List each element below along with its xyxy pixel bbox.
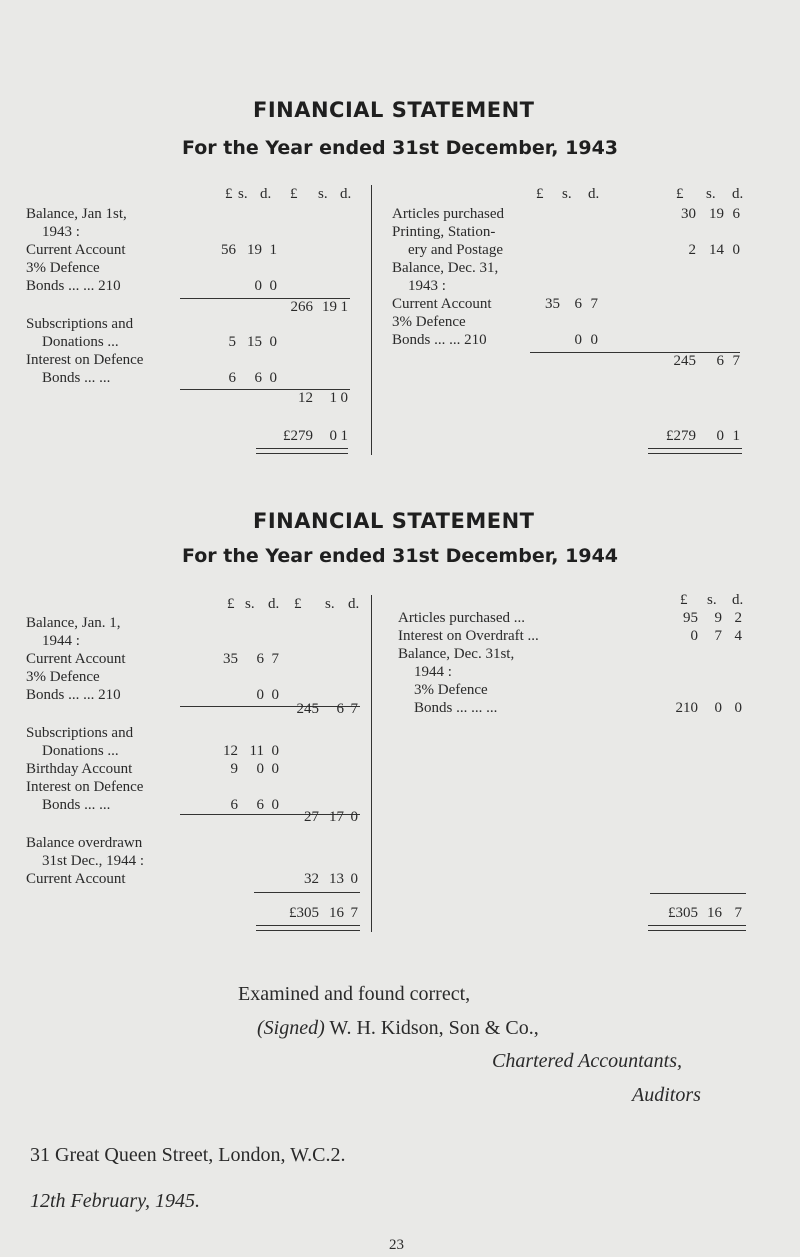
line-year: 1943 : — [408, 278, 446, 294]
header-pounds: £ — [536, 186, 544, 202]
value-pence: 0 — [271, 797, 279, 813]
value-pounds: 56 — [221, 242, 236, 258]
total-shillings: 0 — [329, 428, 337, 444]
total-double-rule — [648, 925, 746, 931]
header-shillings: s. — [707, 592, 717, 608]
title-1943: FINANCIAL STATEMENT — [253, 98, 535, 122]
header-shillings: s. — [245, 596, 255, 612]
value-pounds: 12 — [298, 390, 313, 406]
value-pence: 4 — [734, 628, 742, 644]
auditor-role: Chartered Accountants, — [492, 1050, 682, 1072]
value-pounds: 6 — [230, 797, 238, 813]
total-pence: 1 — [732, 428, 740, 444]
value-shillings: 6 — [254, 370, 262, 386]
value-pence: 7 — [590, 296, 598, 312]
total-pounds: £279 — [283, 428, 313, 444]
header-pounds: £ — [680, 592, 688, 608]
line-overdrawn: Balance overdrawn — [26, 835, 143, 851]
line-defence: 3% Defence — [392, 314, 466, 330]
value-pence: 0 — [271, 743, 279, 759]
value-pounds: 35 — [223, 651, 238, 667]
line-bonds: Bonds ... ... 210 — [26, 278, 121, 294]
value-pence: 7 — [350, 701, 358, 717]
line-subscriptions: Subscriptions and — [26, 725, 134, 741]
value-pounds: 2 — [688, 242, 696, 258]
line-interest: Interest on Defence — [26, 352, 144, 368]
line-defence: 3% Defence — [26, 669, 100, 685]
value-pounds: 32 — [304, 871, 319, 887]
line-postage: ery and Postage — [408, 242, 503, 258]
value-pence: 6 — [732, 206, 740, 222]
header-pence: d. — [268, 596, 280, 612]
value-pence: 1 — [269, 242, 277, 258]
header-shillings: s. — [318, 186, 328, 202]
signed-label: (Signed) — [257, 1017, 325, 1039]
header-pounds: £ — [227, 596, 235, 612]
line-current-account: Current Account — [26, 242, 126, 258]
value-pence: 0 — [269, 334, 277, 350]
value-pounds: 0 — [690, 628, 698, 644]
value-shillings: 11 — [249, 743, 264, 759]
value-shillings: 0 — [256, 761, 264, 777]
title-1944: FINANCIAL STATEMENT — [253, 509, 535, 533]
header-pence: d. — [340, 186, 352, 202]
header-shillings: s. — [325, 596, 335, 612]
total-rule — [254, 892, 360, 893]
total-rule — [650, 893, 746, 894]
value-shillings: 17 — [329, 809, 344, 825]
value-pence: 0 — [271, 687, 279, 703]
value-pence: 0 — [590, 332, 598, 348]
line-bonds: Bonds ... ... — [42, 370, 111, 386]
line-year: 1943 : — [42, 224, 80, 240]
line-current-account: Current Account — [26, 651, 126, 667]
value-pounds: 266 — [290, 299, 313, 315]
header-pence: d. — [260, 186, 272, 202]
total-pounds: £279 — [666, 428, 696, 444]
value-pounds: 210 — [675, 700, 698, 716]
page-number: 23 — [389, 1237, 404, 1253]
header-pounds: £ — [676, 186, 684, 202]
line-bonds: Bonds ... ... 210 — [26, 687, 121, 703]
line-donations: Donations ... — [42, 743, 119, 759]
value-pounds: 9 — [230, 761, 238, 777]
value-shillings: 14 — [709, 242, 724, 258]
total-shillings: 0 — [716, 428, 724, 444]
value-shillings: 0 — [254, 278, 262, 294]
line-bonds: Bonds ... ... ... — [414, 700, 498, 716]
header-shillings: s. — [238, 186, 248, 202]
header-shillings: s. — [706, 186, 716, 202]
total-pence: 1 — [340, 428, 348, 444]
value-pence: 0 — [350, 871, 358, 887]
value-pounds: 5 — [228, 334, 236, 350]
line-current-account: Current Account — [26, 871, 126, 887]
value-pounds: 35 — [545, 296, 560, 312]
value-shillings: 19 — [709, 206, 724, 222]
value-shillings: 1 — [329, 390, 337, 406]
value-pounds: 245 — [673, 353, 696, 369]
value-pounds: 245 — [296, 701, 319, 717]
value-shillings: 15 — [247, 334, 262, 350]
line-overdrawn-date: 31st Dec., 1944 : — [42, 853, 145, 869]
line-balance: Balance, Jan. 1, — [26, 615, 121, 631]
line-subscriptions: Subscriptions and — [26, 316, 134, 332]
total-shillings: 16 — [707, 905, 722, 921]
value-pence: 2 — [734, 610, 742, 626]
value-pence: 0 — [340, 390, 348, 406]
value-shillings: 7 — [714, 628, 722, 644]
line-year: 1944 : — [414, 664, 452, 680]
audit-examined: Examined and found correct, — [238, 983, 471, 1005]
subtitle-1943: For the Year ended 31st December, 1943 — [182, 137, 619, 159]
total-double-rule — [256, 448, 348, 454]
value-shillings: 6 — [336, 701, 344, 717]
value-shillings: 0 — [256, 687, 264, 703]
value-pence: 0 — [734, 700, 742, 716]
line-current-account: Current Account — [392, 296, 492, 312]
header-pence: d. — [732, 186, 744, 202]
value-pounds: 30 — [681, 206, 696, 222]
value-shillings: 9 — [714, 610, 722, 626]
total-pence: 7 — [350, 905, 358, 921]
line-donations: Donations ... — [42, 334, 119, 350]
auditor-firm: W. H. Kidson, Son & Co., — [329, 1017, 539, 1039]
header-pence: d. — [732, 592, 744, 608]
line-balance: Balance, Jan 1st, — [26, 206, 127, 222]
audit-signature — [257, 1017, 539, 1040]
line-articles: Articles purchased — [392, 206, 505, 222]
value-shillings: 19 — [247, 242, 262, 258]
line-interest-overdraft: Interest on Overdraft ... — [398, 628, 539, 644]
column-divider — [371, 185, 372, 455]
line-defence: 3% Defence — [26, 260, 100, 276]
value-pence: 0 — [269, 370, 277, 386]
value-shillings: 0 — [574, 332, 582, 348]
value-shillings: 0 — [714, 700, 722, 716]
value-shillings: 6 — [256, 797, 264, 813]
value-shillings: 19 — [322, 299, 337, 315]
audit-date: 12th February, 1945. — [30, 1190, 200, 1212]
value-shillings: 6 — [256, 651, 264, 667]
value-pence: 0 — [271, 761, 279, 777]
total-double-rule — [256, 925, 360, 931]
value-pounds: 12 — [223, 743, 238, 759]
line-balance: Balance, Dec. 31, — [392, 260, 499, 276]
value-pence: 1 — [340, 299, 348, 315]
subtitle-1944: For the Year ended 31st December, 1944 — [182, 545, 619, 567]
auditor-address: 31 Great Queen Street, London, W.C.2. — [30, 1144, 346, 1166]
line-defence: 3% Defence — [414, 682, 488, 698]
line-birthday: Birthday Account — [26, 761, 133, 777]
value-pounds: 27 — [304, 809, 319, 825]
total-double-rule — [648, 448, 742, 454]
total-pounds: £305 — [289, 905, 319, 921]
header-pounds: £ — [290, 186, 298, 202]
line-articles: Articles purchased ... — [398, 610, 526, 626]
header-shillings: s. — [562, 186, 572, 202]
line-balance: Balance, Dec. 31st, — [398, 646, 515, 662]
line-bonds: Bonds ... ... 210 — [392, 332, 487, 348]
line-interest: Interest on Defence — [26, 779, 144, 795]
header-pounds: £ — [294, 596, 302, 612]
value-pence: 0 — [732, 242, 740, 258]
value-pence: 7 — [732, 353, 740, 369]
header-pence: d. — [348, 596, 360, 612]
value-pence: 7 — [271, 651, 279, 667]
header-pounds: £ — [225, 186, 233, 202]
value-shillings: 6 — [574, 296, 582, 312]
header-pence: d. — [588, 186, 600, 202]
value-pounds: 6 — [228, 370, 236, 386]
total-shillings: 16 — [329, 905, 344, 921]
line-year: 1944 : — [42, 633, 80, 649]
value-pence: 0 — [350, 809, 358, 825]
column-divider — [371, 595, 372, 932]
value-shillings: 13 — [329, 871, 344, 887]
total-pence: 7 — [734, 905, 742, 921]
value-pounds: 95 — [683, 610, 698, 626]
auditor-title: Auditors — [632, 1084, 701, 1106]
line-printing: Printing, Station- — [392, 224, 496, 240]
total-pounds: £305 — [668, 905, 698, 921]
value-shillings: 6 — [716, 353, 724, 369]
line-bonds: Bonds ... ... — [42, 797, 111, 813]
value-pence: 0 — [269, 278, 277, 294]
